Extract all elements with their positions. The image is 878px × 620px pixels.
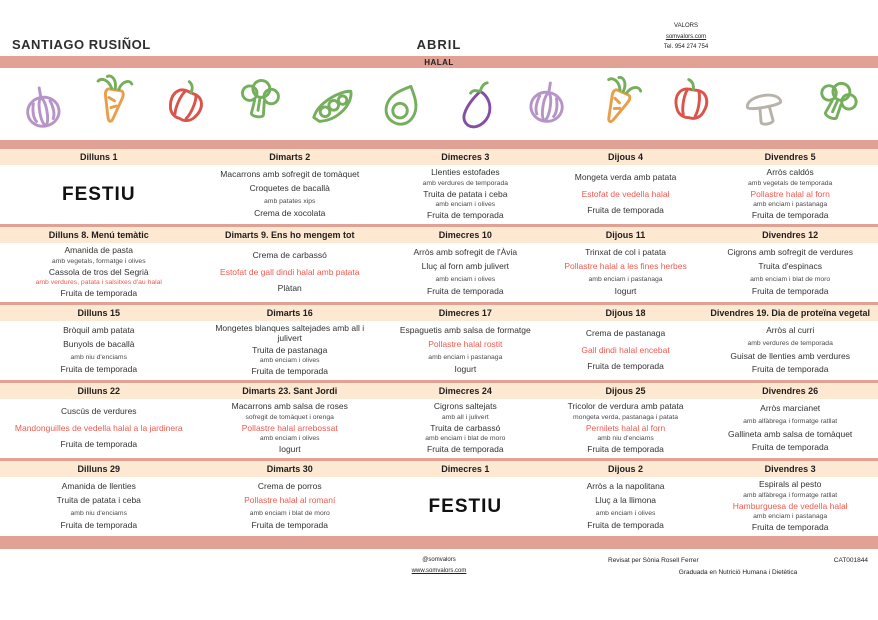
menu-item: Fruita de temporada	[251, 366, 328, 377]
menu-item: Bròquil amb patata	[63, 325, 135, 336]
page-footer	[0, 549, 878, 578]
menu-item: amb enciam i olives	[259, 357, 320, 365]
menu-item: Fruita de temporada	[751, 286, 829, 297]
menu-item: Fruita de temporada	[587, 361, 664, 372]
menu-item: Arròs caldós	[766, 167, 814, 178]
pepper-icon	[659, 69, 725, 135]
menu-item: amb vegetals, formatge i olives	[51, 257, 146, 265]
menu-item: Arròs marcianet	[760, 403, 821, 414]
menu-item: amb enciam i pastanaga	[753, 513, 828, 521]
menu-item: Truita de patata i ceba	[423, 188, 508, 199]
carrot-icon	[581, 68, 658, 140]
week-content-row	[0, 243, 878, 302]
day-menu-cell	[382, 165, 549, 224]
menu-item: Crema de xocolata	[254, 208, 326, 219]
menu-item: Fruita de temporada	[251, 520, 328, 531]
day-header: Dilluns 22	[77, 386, 121, 396]
menu-item: Fruita de temporada	[427, 210, 504, 221]
day-menu-cell	[549, 399, 703, 458]
menu-item: Bunyols de bacallà	[63, 338, 135, 349]
menu-item: Arròs a la napolitana	[586, 481, 665, 492]
menu-item: amb enciam i olives	[435, 275, 496, 283]
menu-item: Fruita de temporada	[587, 205, 664, 216]
menu-item: Arròs amb sofregit de l'Àvia	[413, 247, 518, 258]
menu-item: Pollastre halal al forn	[750, 188, 830, 199]
pepper-icon	[148, 68, 225, 140]
menu-item: amb alfàbrega i formatge ratllat	[743, 417, 838, 425]
day-header: Dilluns 15	[77, 308, 121, 318]
day-header: Divendres 12	[762, 230, 819, 240]
day-menu-cell	[198, 243, 382, 302]
day-menu-cell	[0, 243, 198, 302]
day-header: Dijous 2	[608, 464, 644, 474]
menu-item: mongeta verda, pastanaga i patata	[573, 413, 679, 421]
day-header: Dilluns 1	[80, 152, 118, 162]
week-header-row	[0, 149, 878, 165]
menu-item: Iogurt	[454, 364, 477, 375]
mushroom-icon	[731, 73, 798, 140]
day-menu-cell	[702, 399, 878, 458]
day-menu-cell	[702, 321, 878, 380]
menu-item: amb enciam i pastanaga	[588, 275, 663, 283]
menu-item: amb niu d'enciams	[70, 353, 127, 361]
day-header: Dilluns 8. Menú temàtic	[48, 230, 149, 240]
menu-item: Espaguetis amb salsa de formatge	[399, 325, 531, 336]
menu-item: Pollastre halal al romaní	[244, 494, 336, 505]
menu-item: Fruita de temporada	[60, 288, 138, 299]
menu-item: Macarrons amb sofregit de tomàquet	[220, 169, 360, 180]
menu-item: Cuscús de verdures	[60, 406, 137, 417]
menu-item: Truita de carbassó	[430, 422, 501, 433]
day-header: Dijous 18	[605, 308, 646, 318]
menu-item: Fruita de temporada	[427, 444, 504, 455]
menu-item: amb enciam i olives	[595, 509, 656, 517]
week-content-row	[0, 321, 878, 380]
menu-item: Truita de pastanaga	[252, 344, 328, 355]
day-header: Dijous 11	[605, 230, 646, 240]
menu-item: Guisat de llenties amb verdures	[730, 350, 850, 361]
menu-item: Fruita de temporada	[60, 520, 138, 531]
day-menu-cell	[549, 477, 703, 536]
menu-item: amb enciam i pastanaga	[753, 201, 828, 209]
contact-brand: VALORS	[674, 23, 698, 30]
day-menu-cell	[0, 477, 198, 536]
day-menu-cell	[198, 399, 382, 458]
onion-icon	[514, 69, 580, 135]
menu-item: Croquetes de bacallà	[249, 182, 330, 193]
reviewer-title: Graduada en Nutrició Humana i Dietètica	[678, 568, 798, 576]
menu-item: Estofat de vedella halal	[581, 188, 670, 199]
week-header-row	[0, 227, 878, 243]
halal-banner-label: HALAL	[424, 57, 454, 67]
day-menu-cell	[549, 165, 703, 224]
day-menu-cell	[382, 399, 549, 458]
menu-item: Fruita de temporada	[751, 522, 829, 533]
carrot-icon	[81, 69, 147, 135]
halal-banner	[0, 56, 878, 68]
menu-item: Trinxat de col i patata	[585, 247, 667, 258]
menu-weeks	[0, 149, 878, 536]
day-header: Dimecres 17	[438, 308, 492, 318]
day-header: Dilluns 29	[77, 464, 121, 474]
menu-item: amb verdures de temporada	[422, 179, 509, 187]
menu-item: Cassola de tros del Segrià	[48, 266, 149, 277]
day-menu-cell	[549, 321, 703, 380]
menu-item: sofregit de tomàquet i orenga	[245, 413, 334, 421]
day-menu-cell	[0, 165, 198, 224]
day-header: Dimarts 16	[266, 308, 313, 318]
day-header: Divendres 5	[764, 152, 816, 162]
menu-item: Pollastre halal a les fines herbes	[564, 260, 687, 271]
day-menu-cell	[702, 477, 878, 536]
menu-item: amb niu d'enciams	[70, 509, 127, 517]
footer-social-block	[270, 555, 608, 578]
menu-item: Arròs al curri	[766, 325, 815, 336]
day-header: Dimarts 30	[266, 464, 313, 474]
menu-item: Tricolor de verdura amb patata	[567, 401, 684, 412]
menu-item: Pollastre halal arrebossat	[241, 422, 338, 433]
day-menu-cell	[0, 399, 198, 458]
menu-item: Fruita de temporada	[427, 286, 504, 297]
day-menu-cell	[549, 243, 703, 302]
week-content-row	[0, 165, 878, 224]
menu-item: amb patates xips	[264, 197, 316, 205]
day-menu-cell	[382, 243, 549, 302]
day-header: Dimecres 24	[438, 386, 492, 396]
week-block	[0, 224, 878, 302]
menu-item: Lluç al forn amb julivert	[421, 260, 510, 271]
bottom-divider	[0, 536, 878, 549]
menu-item: Fruita de temporada	[60, 364, 138, 375]
menu-item: Lluç a la llimona	[595, 494, 657, 505]
day-menu-cell	[702, 243, 878, 302]
menu-item: Gall dindi halal encebat	[581, 344, 670, 355]
menu-item: Crema de porros	[257, 481, 322, 492]
menu-item: Truita de patata i ceba	[56, 494, 141, 505]
contact-web-link[interactable]: somvalors.com	[665, 33, 707, 40]
day-menu-cell	[702, 165, 878, 224]
month-title: ABRIL	[416, 37, 462, 52]
menu-item: amb enciam i blat de moro	[249, 509, 330, 517]
day-header: Divendres 19. Dia de proteïna vegetal	[710, 308, 870, 318]
week-block	[0, 380, 878, 458]
onion-icon	[9, 73, 76, 140]
menu-item: amb verdures, patata i salsitxes d'au halal	[35, 279, 162, 287]
menu-item: Fruita de temporada	[587, 520, 664, 531]
menu-item: Pernilets halal al forn	[585, 422, 666, 433]
avocado-icon	[365, 68, 442, 140]
menu-item: Fruita de temporada	[587, 444, 664, 455]
menu-item: Amanida de llenties	[61, 481, 136, 492]
menu-item: amb enciam i pastanaga	[428, 353, 503, 361]
day-menu-cell	[198, 321, 382, 380]
day-header: Divendres 26	[762, 386, 819, 396]
week-content-row	[0, 399, 878, 458]
school-name: SANTIAGO RUSIÑOL	[12, 37, 151, 52]
menu-item: Crema de carbassó	[252, 250, 327, 261]
menu-item: Iogurt	[614, 286, 637, 297]
broccoli-icon	[798, 68, 875, 140]
page-header	[0, 0, 878, 56]
menu-item: Macarrons amb salsa de roses	[231, 401, 348, 412]
reviewed-by: Revisat per Sònia Rosell Ferrer	[608, 557, 699, 564]
week-header-row	[0, 383, 878, 399]
menu-item: Truita d'espinacs	[758, 260, 822, 271]
menu-item: Mandonguilles de vedella halal a la jardinera	[14, 422, 183, 433]
menu-item: amb enciam i blat de moro	[425, 435, 506, 443]
day-header: Dimecres 1	[441, 464, 490, 474]
vegetable-illustration-band	[0, 68, 878, 140]
holiday-label: FESTIU	[61, 183, 136, 205]
menu-item: Hamburguesa de vedella halal	[732, 500, 848, 511]
peapod-icon	[298, 73, 365, 140]
menu-item: Fruita de temporada	[751, 364, 829, 375]
menu-item: amb verdures de temporada	[747, 339, 833, 347]
week-block	[0, 458, 878, 536]
menu-item: Cigrons saltejats	[433, 401, 497, 412]
day-header: Dijous 4	[608, 152, 644, 162]
menu-item: amb vegetals de temporada	[748, 179, 833, 187]
footer-review-block	[608, 555, 868, 578]
menu-item: Fruita de temporada	[60, 439, 138, 450]
day-menu-cell	[198, 165, 382, 224]
day-header: Dimarts 2	[269, 152, 311, 162]
week-block	[0, 302, 878, 380]
social-handle: @somvalors	[422, 557, 456, 563]
day-header: Dijous 25	[605, 386, 646, 396]
website-link[interactable]: www.somvalors.com	[411, 568, 467, 575]
holiday-label: FESTIU	[428, 495, 503, 517]
day-menu-cell	[382, 321, 549, 380]
day-menu-cell	[198, 477, 382, 536]
menu-item: Amanida de pasta	[64, 245, 134, 256]
menu-item: Mongeta verda amb patata	[574, 172, 677, 183]
menu-item: Mongetes blanques saltejades amb all i julivert	[215, 323, 365, 343]
day-header: Dimarts 23. Sant Jordi	[242, 386, 338, 396]
menu-item: Estofat de gall dindi halal amb patata	[220, 266, 360, 277]
day-header: Dimecres 3	[441, 152, 490, 162]
day-menu-cell	[0, 321, 198, 380]
contact-phone: Tel. 954 274 754	[663, 43, 709, 50]
week-header-row	[0, 305, 878, 321]
menu-item: Plàtan	[277, 283, 302, 294]
day-menu-cell	[382, 477, 549, 536]
contact-block	[566, 21, 866, 52]
menu-item: Llenties estofades	[431, 167, 500, 178]
band-divider	[0, 140, 878, 149]
menu-item: amb enciam i olives	[259, 435, 320, 443]
menu-item: amb alfàbrega i formatge ratllat	[743, 491, 838, 499]
day-header: Dimecres 10	[438, 230, 492, 240]
day-header: Dimarts 9. Ens ho mengem tot	[224, 230, 355, 240]
menu-item: Iogurt	[278, 444, 301, 455]
menu-item: amb all i julivert	[441, 413, 489, 421]
eggplant-icon	[442, 73, 509, 140]
week-header-row	[0, 461, 878, 477]
week-block	[0, 149, 878, 224]
menu-item: Espirals al pesto	[758, 479, 822, 490]
menu-item: Gallineta amb salsa de tomàquet	[728, 428, 853, 439]
day-header: Divendres 3	[764, 464, 816, 474]
broccoli-icon	[226, 69, 292, 135]
menu-item: Fruita de temporada	[751, 442, 829, 453]
menu-item: amb enciam i olives	[435, 201, 496, 209]
menu-item: Crema de pastanaga	[585, 328, 666, 339]
menu-item: amb enciam i blat de moro	[750, 275, 831, 283]
menu-item: Cigrons amb sofregit de verdures	[727, 247, 853, 258]
week-content-row	[0, 477, 878, 536]
menu-item: Pollastre halal rostit	[428, 338, 503, 349]
menu-item: Fruita de temporada	[751, 210, 829, 221]
license-code: CAT001844	[833, 557, 868, 564]
menu-item: amb niu d'enciams	[597, 435, 654, 443]
